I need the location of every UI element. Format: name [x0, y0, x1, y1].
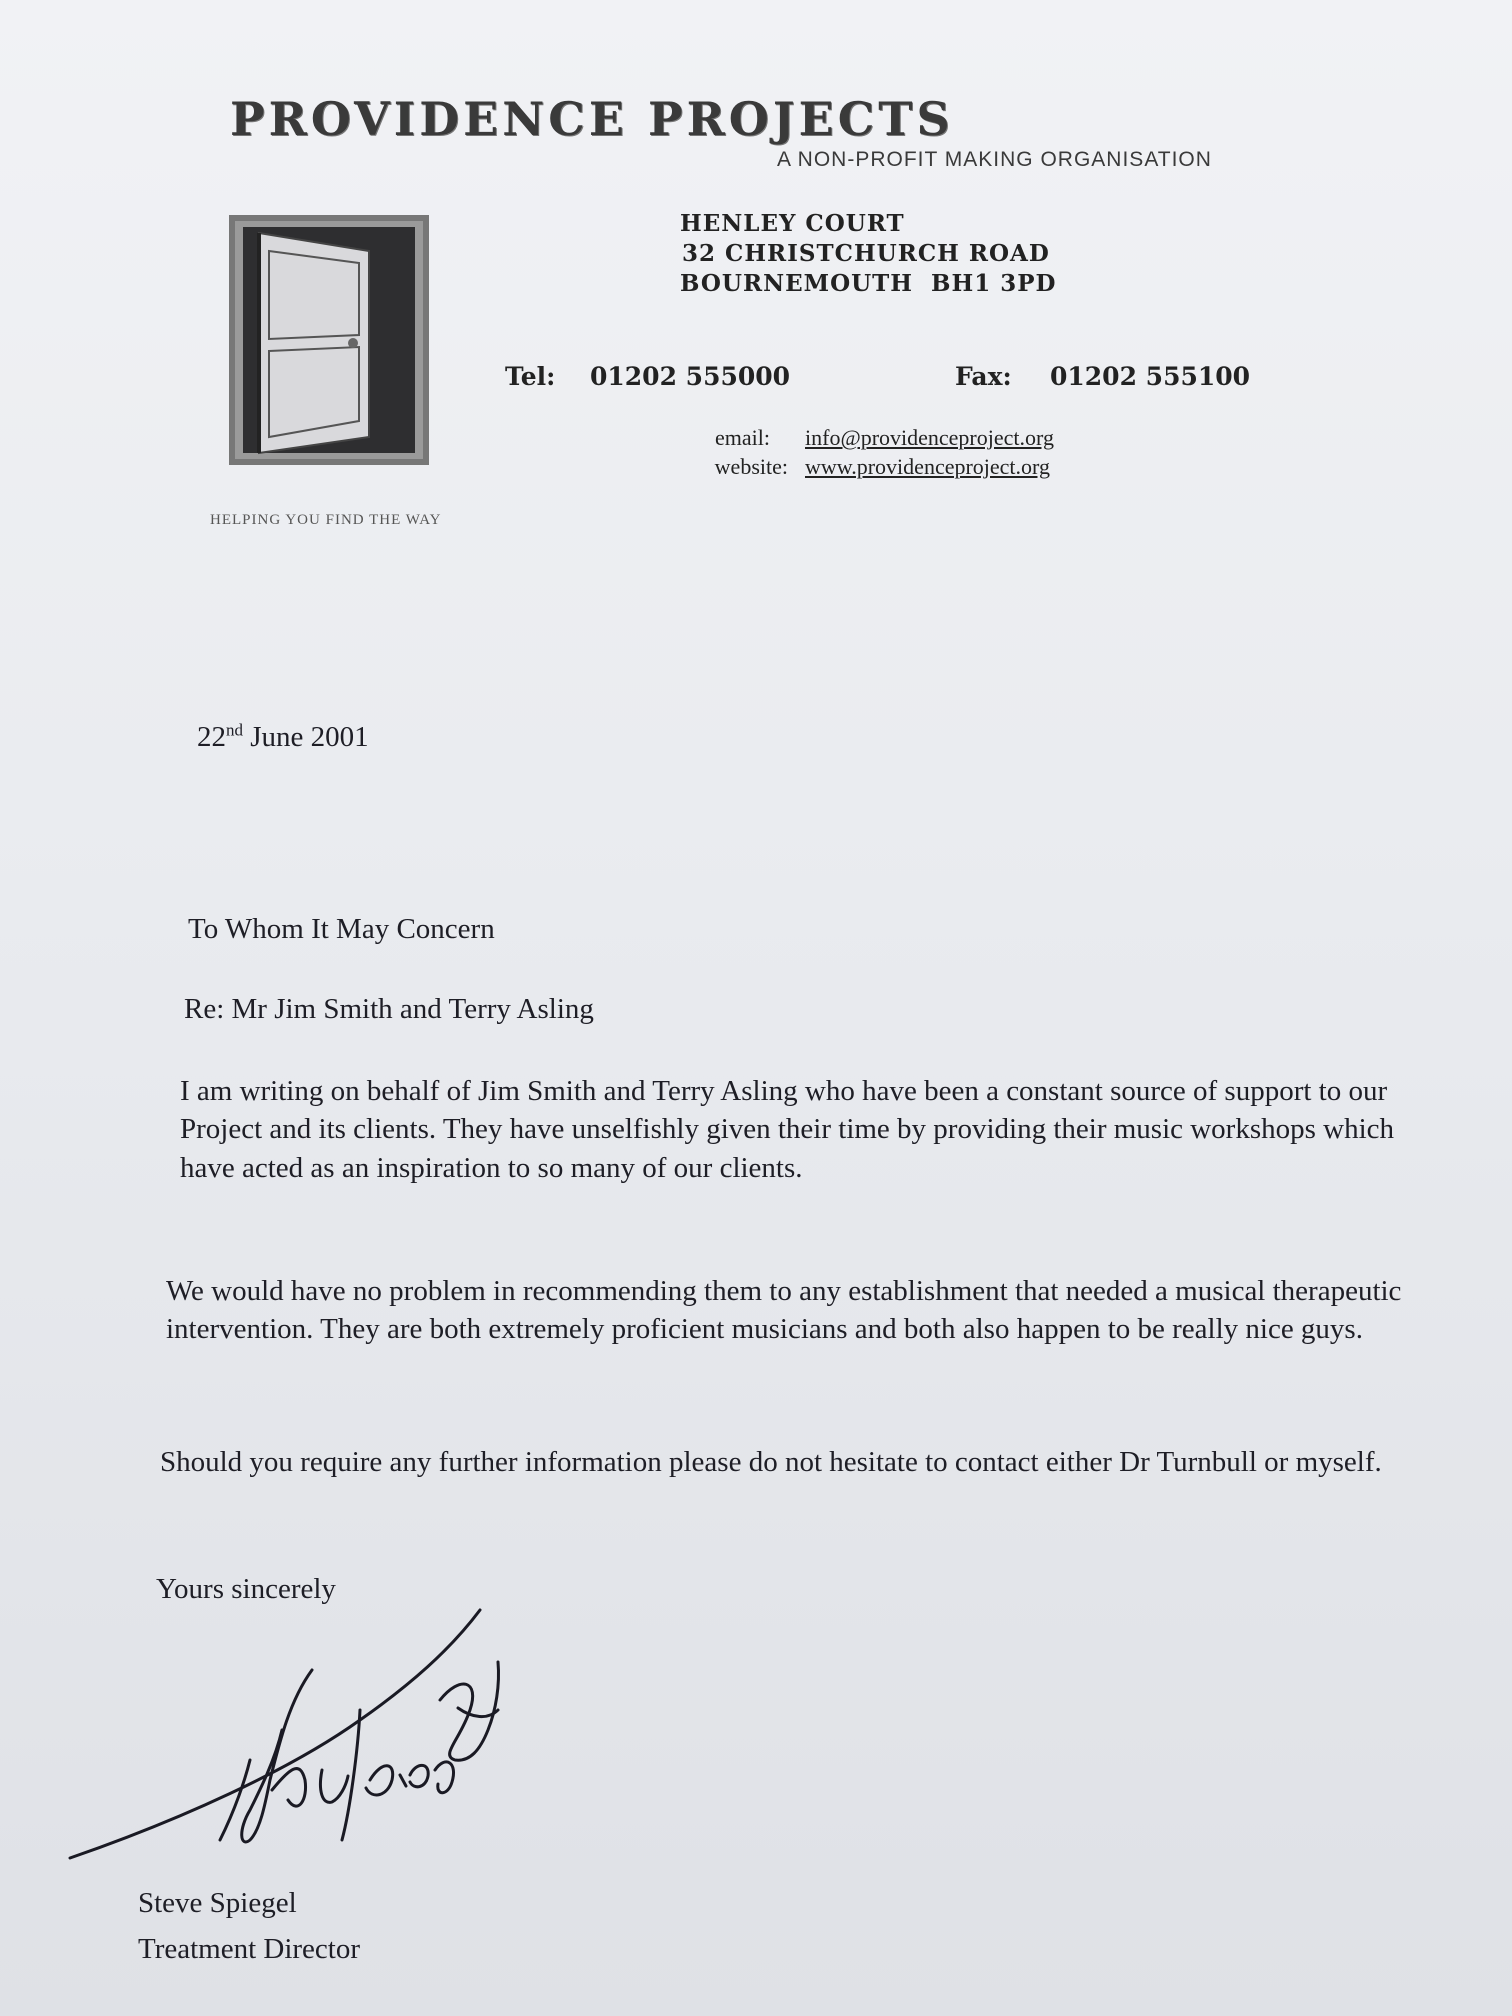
tel-label: Tel: [505, 362, 556, 391]
address-line-3: BOURNEMOUTH BH1 3PD [680, 270, 1057, 297]
open-door-icon [229, 215, 429, 465]
signer-name: Steve Spiegel [138, 1887, 297, 1919]
address-line-2: 32 CHRISTCHURCH ROAD [682, 240, 1050, 267]
email-link[interactable]: info@providenceproject.org [805, 425, 1054, 450]
organisation-tagline: A NON-PROFIT MAKING ORGANISATION [777, 148, 1212, 171]
paragraph-2: We would have no problem in recommending them to any establishment that needed a musical therapeutic intervention. They are both extremely proficient musicians and both also happen to be really nice guys. [166, 1275, 1402, 1346]
date-suffix: nd [226, 720, 243, 740]
tel-number: 01202 555000 [590, 362, 791, 391]
fax-label: Fax: [955, 362, 1012, 391]
letter-date [197, 718, 369, 756]
closing: Yours sincerely [156, 1573, 336, 1605]
date-day: 22 [197, 721, 226, 753]
address-line-1: HENLEY COURT [680, 210, 905, 237]
signature [60, 1590, 600, 1870]
date-month-year: June 2001 [243, 721, 369, 753]
website-label: website: [714, 454, 788, 479]
website-link[interactable]: www.providenceproject.org [805, 454, 1050, 479]
salutation: To Whom It May Concern [188, 913, 495, 945]
fax-number: 01202 555100 [1050, 362, 1251, 391]
paragraph-3: Should you require any further information please do not hesitate to contact either Dr Turnbull or myself. [160, 1446, 1382, 1478]
organisation-name: PROVIDENCE PROJECTS [230, 92, 954, 146]
email-label: email: [715, 425, 770, 450]
paragraph-1: I am writing on behalf of Jim Smith and Terry Asling who have been a constant source of support to our Project and its clients. They have unselfishly given their time by providing their music workshops which have acted as an inspiration to so many of our clients. [180, 1075, 1395, 1184]
re-line: Re: Mr Jim Smith and Terry Asling [184, 993, 594, 1025]
signer-title: Treatment Director [138, 1933, 361, 1965]
motto: HELPING YOU FIND THE WAY [210, 512, 442, 528]
